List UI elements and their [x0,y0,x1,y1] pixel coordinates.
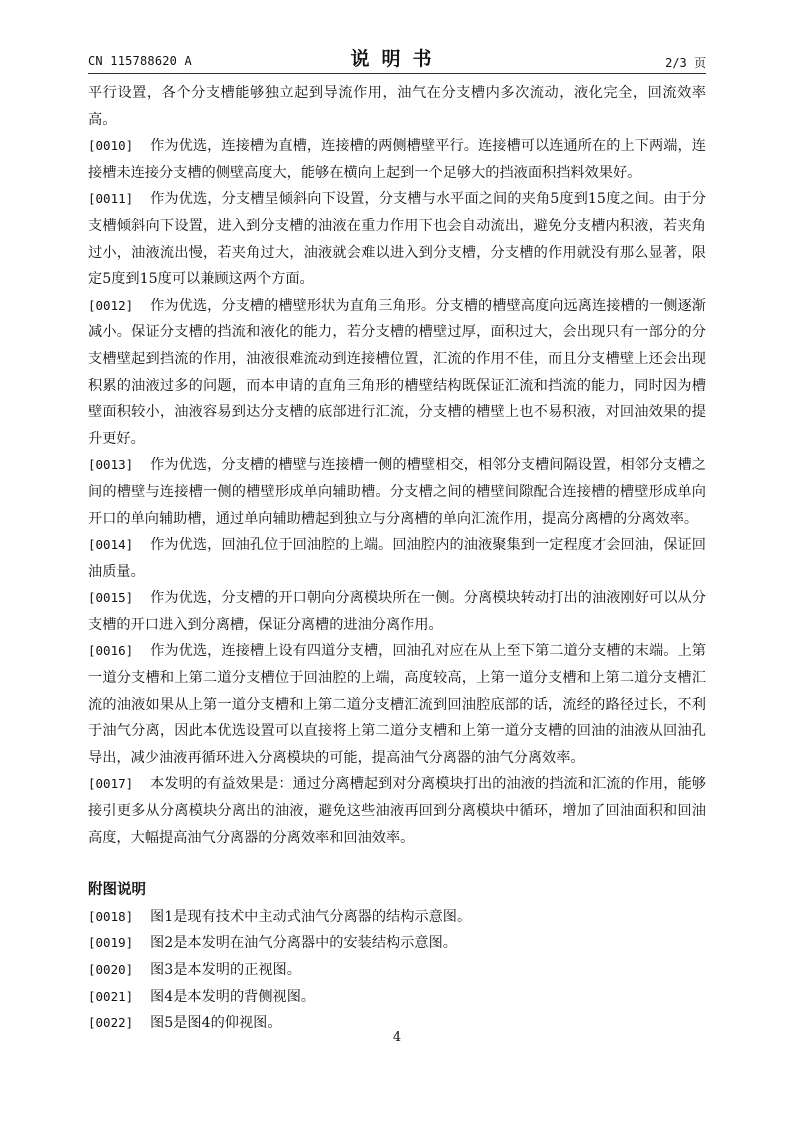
paragraph-text: 作为优选，回油孔位于回油腔的上端。回油腔内的油液聚集到一定程度才会回油，保证回油质量。 [88,537,706,580]
patent-number: CN 115788620 A [88,54,192,68]
document-body [88,80,706,1037]
paragraph-text: 作为优选，分支槽的槽壁形状为直角三角形。分支槽的槽壁高度向远离连接槽的一侧逐渐减小。保证分支槽的挡流和液化的能力，若分支槽的槽壁过厚，面积过大，会出现只有一部分的分支槽壁起到挡流的作用，油液很难流动到连接槽位置，汇流的作用不佳，而且分支槽壁上还会出现积累的油液过多的问题，而本申请的直角三角形的槽壁结构既保证汇流和挡流的能力，同时因为槽壁面积较小，油液容易到达分支槽的底部进行汇流，分支槽的槽壁上也不易积液，对回油效果的提升更好。 [88,297,706,447]
paragraph [88,452,706,532]
figure-description-text: 图4是本发明的背侧视图。 [150,988,316,1005]
paragraph-number: [0010] [88,138,134,154]
paragraph-number: [0019] [88,935,134,951]
paragraph-number: [0017] [88,776,134,792]
figure-description-text: 图3是本发明的正视图。 [150,962,301,978]
paragraph-text: 作为优选，分支槽呈倾斜向下设置，分支槽与水平面之间的夹角5度到15度之间。由于分支槽倾斜向下设置，进入到分支槽的油液在重力作用下也会自动流出，避免分支槽内积液，若夹角过小，油液流出慢，若夹角过大，油液就会难以进入到分支槽，分支槽的作用就没有那么显著，限定5度到15度可以兼顾这两个方面。 [88,191,706,288]
figure-description-item [88,930,706,957]
figure-description-text: 图5是图4的仰视图。 [150,1015,282,1032]
paragraph [88,585,706,638]
paragraph [88,532,706,585]
header-divider [88,73,706,74]
paragraph-number: [0022] [88,1015,134,1031]
paragraph-number: [0018] [88,908,134,924]
page-indicator: 2/3 页 [665,56,706,70]
paragraph-text: 本发明的有益效果是：通过分离槽起到对分离模块打出的油液的挡流和汇流的作用，能够接引更多从分离模块分离出的油液，避免这些油液再回到分离模块中循环，增加了回油面积和回油高度，大幅提高油气分离器的分离效率和回油效率。 [88,776,706,846]
paragraph-text: 平行设置，各个分支槽能够独立起到导流作用，油气在分支槽内多次流动，液化完全，回流效率高。 [88,85,706,128]
figure-description-text: 图2是本发明在油气分离器中的安装结构示意图。 [150,935,457,952]
figure-description-item [88,904,706,931]
document-title: 说明书 [350,48,444,70]
paragraph-text: 作为优选，分支槽的槽壁与连接槽一侧的槽壁相交，相邻分支槽间隔设置，相邻分支槽之间的槽壁与连接槽一侧的槽壁形成单向辅助槽。分支槽之间的槽壁间隙配合连接槽的槽壁形成单向开口的单向辅助槽，通过单向辅助槽起到独立与分离槽的单向汇流作用，提高分离槽的分离效率。 [88,457,706,527]
paragraph-number: [0015] [88,590,134,606]
paragraph [88,133,706,186]
paragraph-list [88,80,706,851]
paragraph [88,293,706,453]
paragraph-number: [0020] [88,962,134,977]
figure-description-item [88,984,706,1011]
paragraph-text: 作为优选，分支槽的开口朝向分离模块所在一侧。分离模块转动打出的油液刚好可以从分支槽的开口进入到分离槽，保证分离槽的进油分离作用。 [88,590,706,633]
figure-description-list [88,904,706,1037]
paragraph-text: 作为优选，连接槽为直槽，连接槽的两侧槽壁平行。连接槽可以连通所在的上下两端，连接槽未连接分支槽的侧壁高度大，能够在横向上起到一个足够大的挡液面积挡料效果好。 [88,138,706,181]
paragraph-number: [0012] [88,297,134,313]
paragraph [88,638,706,771]
figures-section-heading: 附图说明 [88,882,146,899]
figure-description-text: 图1是现有技术中主动式油气分离器的结构示意图。 [150,908,472,925]
paragraph-number: [0011] [88,191,134,207]
page-header [88,42,706,72]
paragraph-text: 作为优选，连接槽上设有四道分支槽，回油孔对应在从上至下第二道分支槽的末端。上第一道分支槽和上第二道分支槽位于回油腔的上端，高度较高，上第一道分支槽和上第二道分支槽汇流的油液如果从上第一道分支槽和上第二道分支槽汇流到回油腔底部的话，流经的路径过长，不利于油气分离，因此本优选设置可以直接将上第二道分支槽和上第一道分支槽的回油的油液从回油孔导出，减少油液再循环进入分离模块的可能，提高油气分离器的油气分离效率。 [88,643,706,766]
paragraph-number: [0014] [88,537,134,553]
paragraph [88,80,706,133]
page-number: 4 [392,1030,402,1045]
paragraph-number: [0013] [88,457,134,473]
paragraph [88,771,706,851]
paragraph [88,186,706,292]
paragraph-number: [0016] [88,643,134,659]
paragraph-number: [0021] [88,988,134,1004]
figure-description-item [88,957,706,984]
